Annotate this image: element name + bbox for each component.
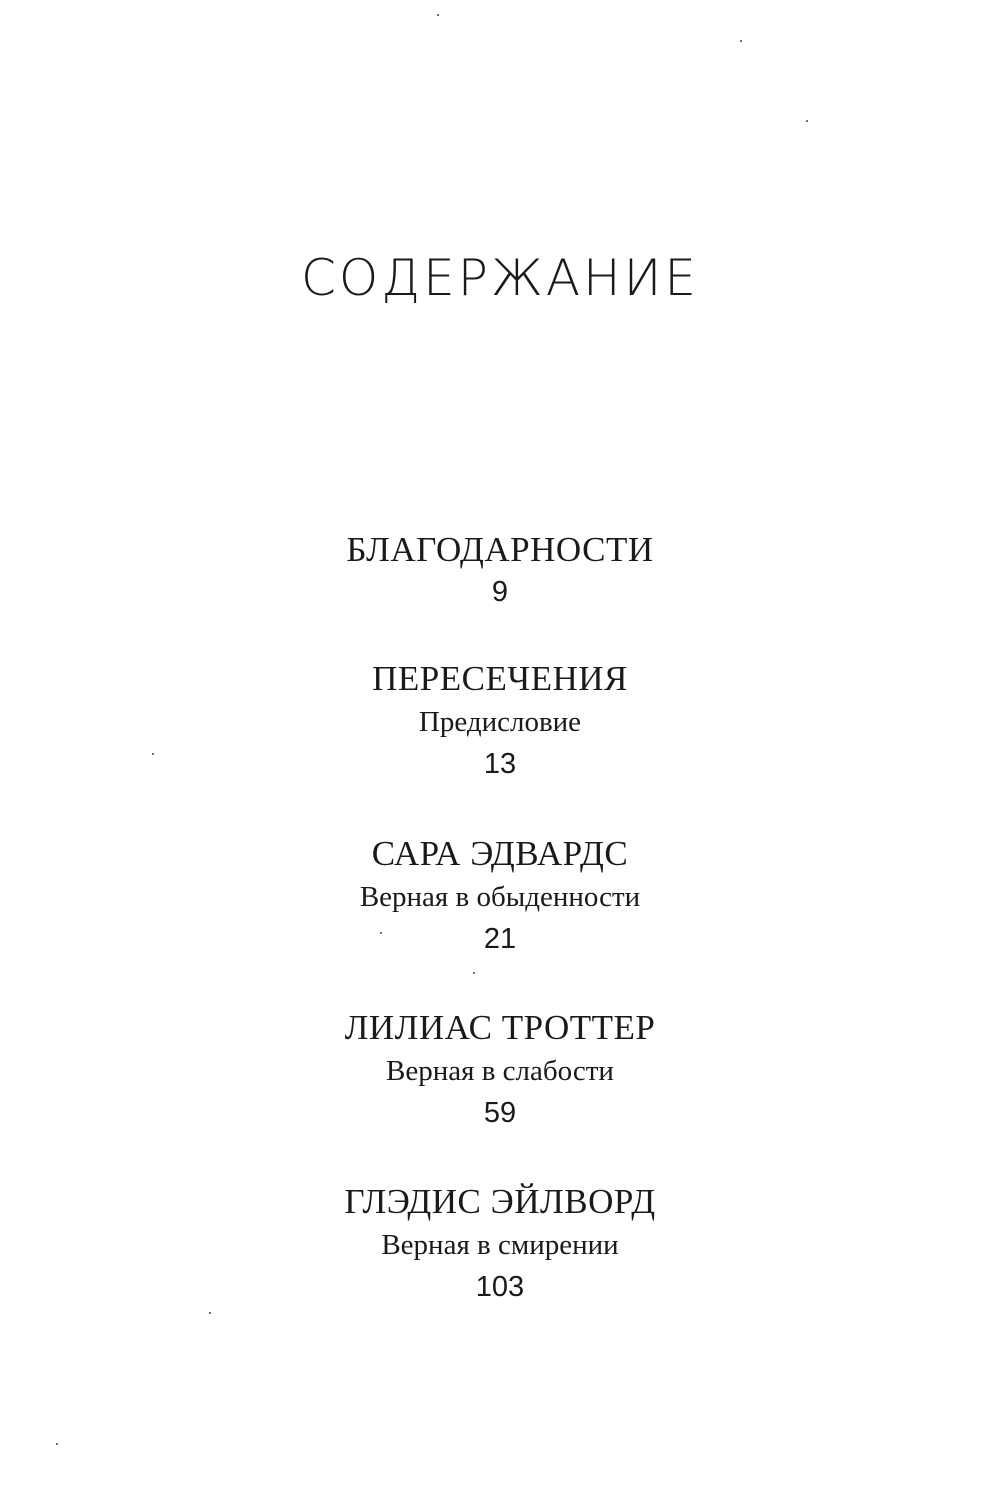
scan-speck — [209, 1312, 211, 1314]
toc-entry-heading: ГЛЭДИС ЭЙЛВОРД — [344, 1182, 656, 1221]
toc-entry-heading: ЛИЛИАС ТРОТТЕР — [344, 1008, 656, 1047]
scan-speck — [806, 120, 808, 122]
scan-speck — [437, 14, 439, 16]
scan-speck — [473, 972, 475, 974]
toc-entry-intersections[interactable] — [0, 659, 1000, 784]
toc-entry-page-number: 103 — [475, 1271, 525, 1303]
toc-entry-page-number: 9 — [491, 576, 509, 608]
toc-entry-page-number: 21 — [483, 923, 517, 955]
toc-entry-subtitle: Верная в слабости — [386, 1055, 614, 1087]
toc-entry-page-number: 13 — [483, 748, 517, 780]
scan-speck — [56, 1443, 58, 1445]
scan-speck — [380, 932, 382, 934]
toc-entry-heading: ПЕРЕСЕЧЕНИЯ — [372, 659, 628, 698]
toc-entry-page-number: 59 — [483, 1097, 517, 1129]
toc-entry-gladys-aylward[interactable] — [0, 1182, 1000, 1307]
toc-entry-sarah-edwards[interactable] — [0, 834, 1000, 959]
toc-entry-subtitle: Предисловие — [418, 706, 582, 738]
scan-speck — [740, 40, 742, 42]
toc-entry-acknowledgements[interactable] — [0, 530, 1000, 612]
toc-entry-subtitle: Верная в смирении — [381, 1229, 619, 1261]
scan-speck — [152, 753, 154, 755]
page-title: СОДЕРЖАНИЕ — [301, 249, 699, 307]
toc-entry-heading: БЛАГОДАРНОСТИ — [346, 530, 654, 569]
toc-entry-heading: САРА ЭДВАРДС — [371, 834, 629, 873]
toc-entry-subtitle: Верная в обыденности — [359, 881, 641, 913]
toc-entry-lilias-trotter[interactable] — [0, 1008, 1000, 1133]
